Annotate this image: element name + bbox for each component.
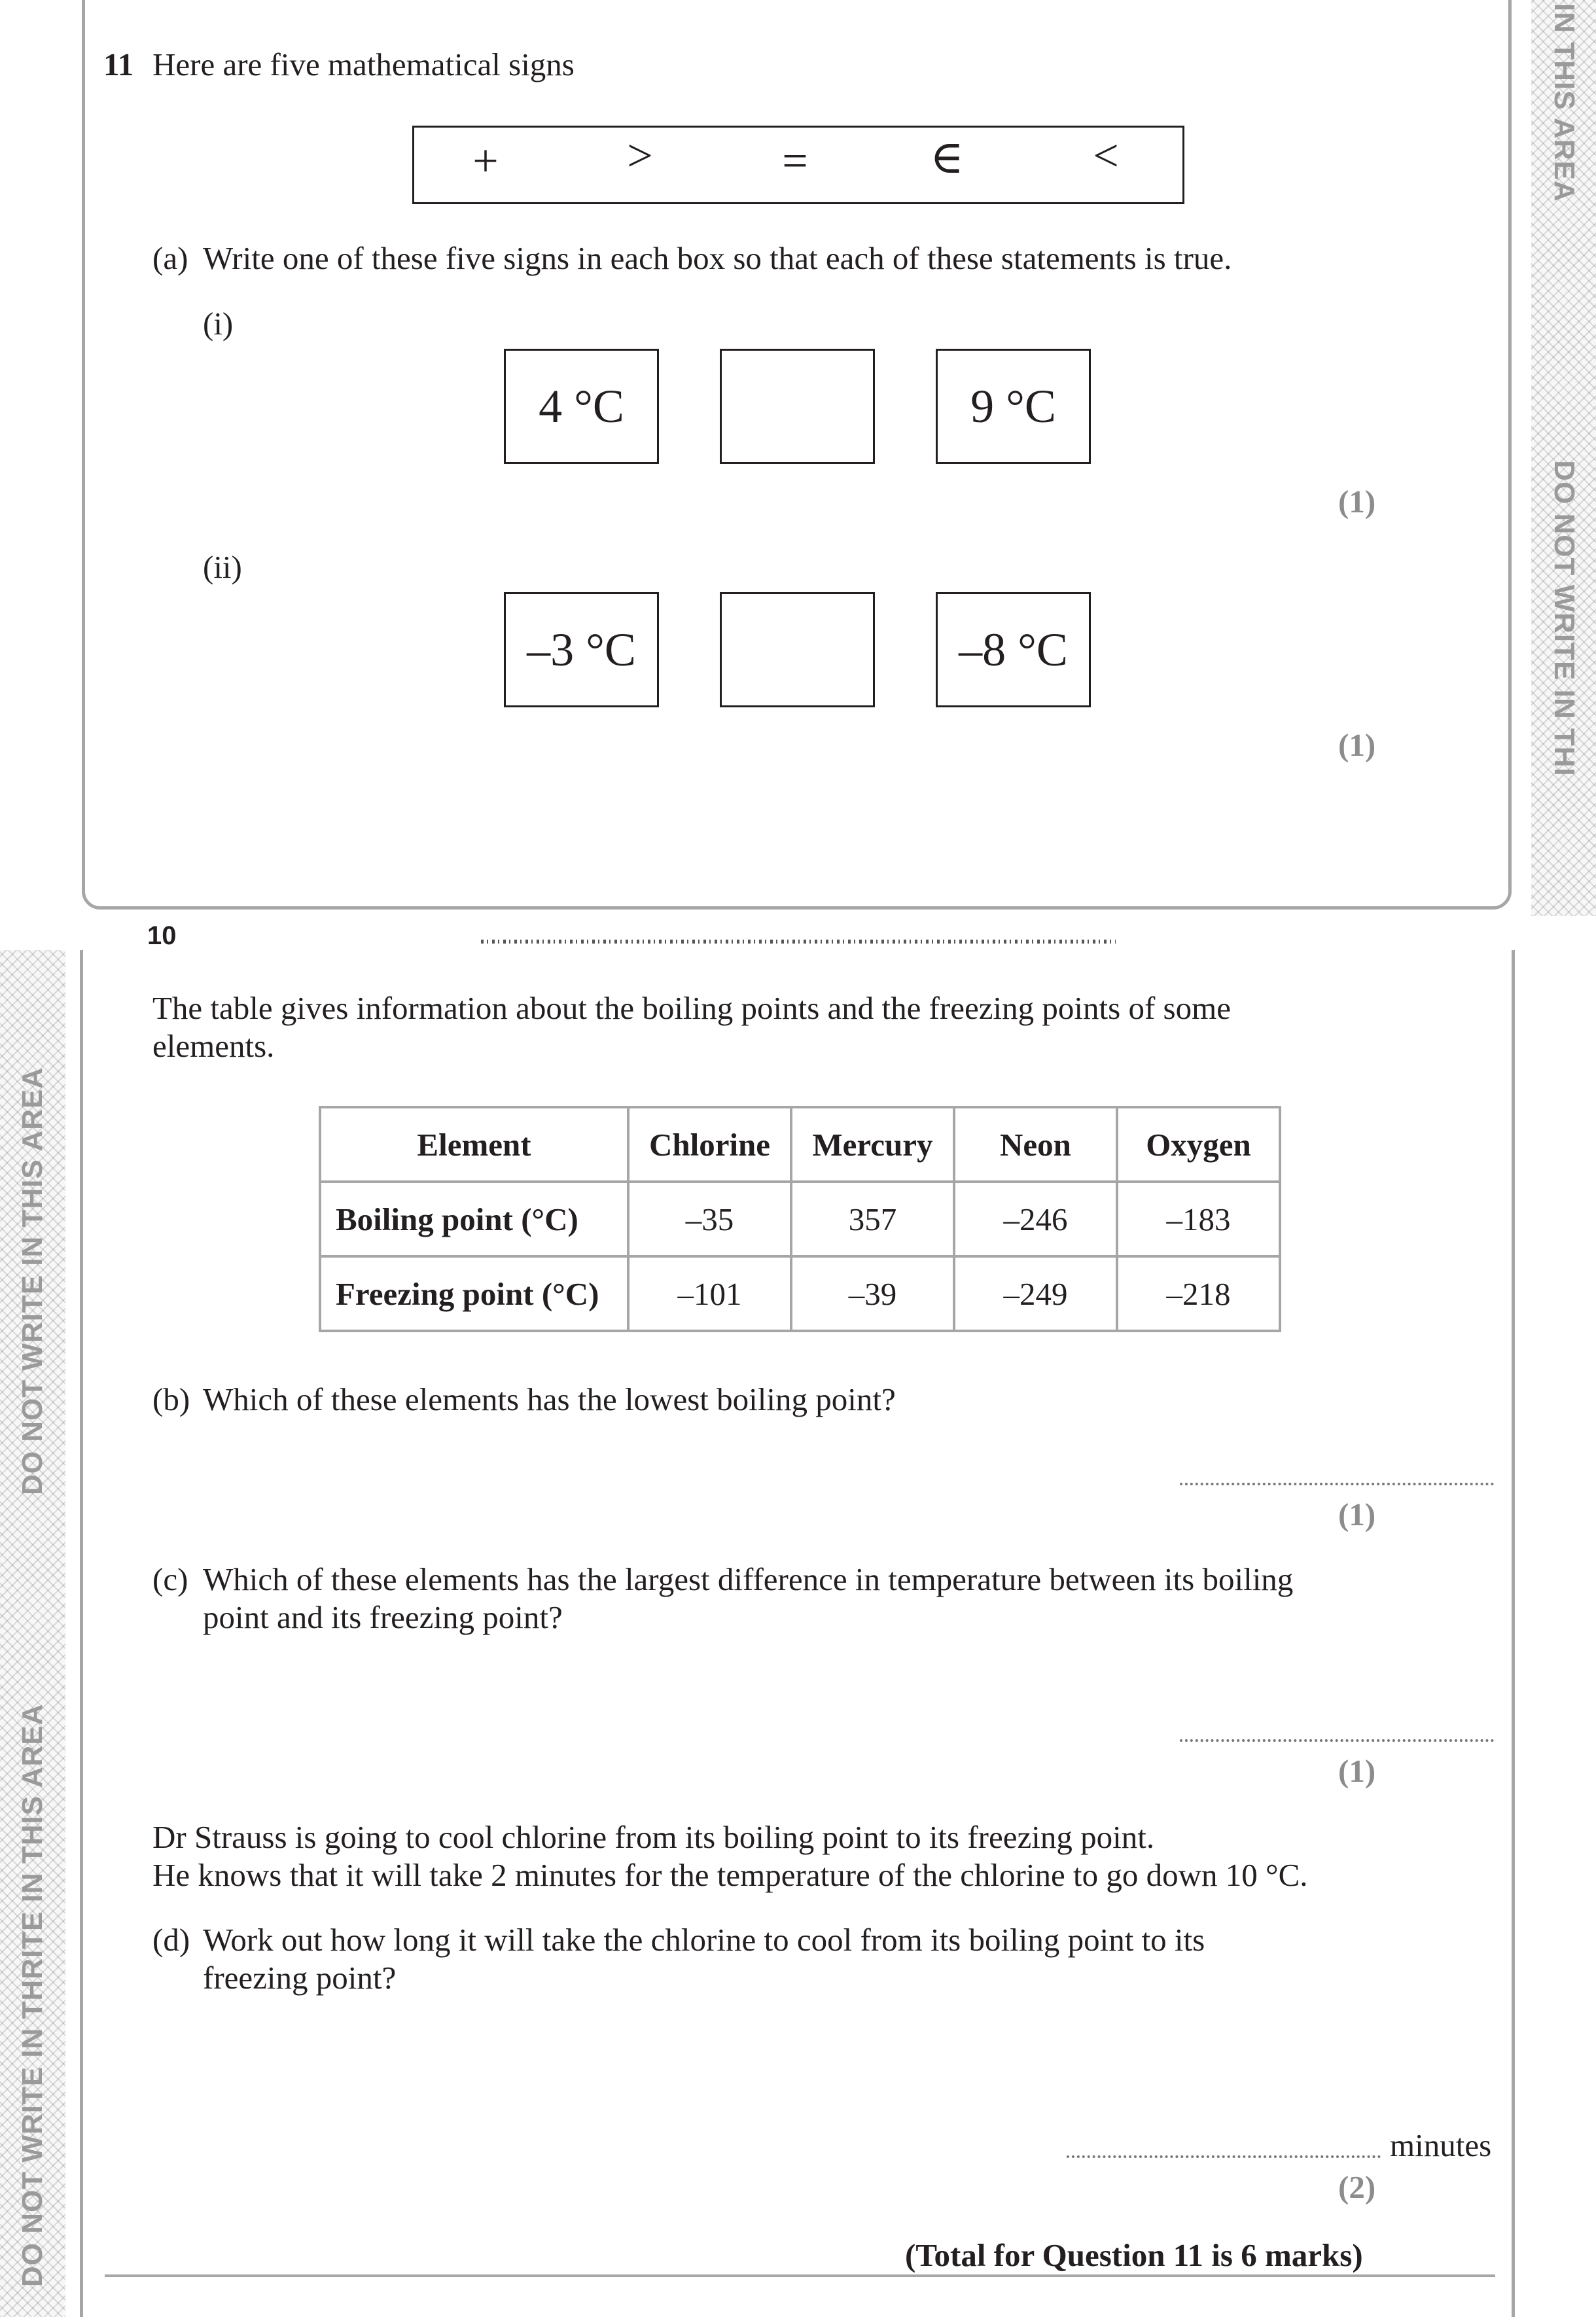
part-d-unit: minutes (1390, 2127, 1492, 2163)
table-row (320, 1256, 1280, 1331)
part-a-ii-left-box (504, 592, 659, 707)
right-margin-text-top: IN THIS AREA (1548, 3, 1580, 202)
table-cell: –35 (628, 1182, 791, 1256)
sign-less-than: < (1093, 131, 1119, 181)
table-cell: –183 (1117, 1182, 1280, 1256)
part-b-answer-line[interactable] (1180, 1483, 1494, 1485)
part-a-ii-right-box (936, 592, 1091, 707)
part-b-label: (b) (152, 1381, 190, 1417)
strauss-line-1: Dr Strauss is going to cool chlorine from its boiling point to its freezing point. (152, 1819, 1155, 1855)
part-a-i-right-box (936, 349, 1091, 464)
part-a-i-mark: (1) (1338, 484, 1376, 520)
table-header-mercury: Mercury (791, 1107, 954, 1182)
table-header-row (320, 1107, 1280, 1182)
part-c-answer-line[interactable] (1180, 1739, 1494, 1742)
row-label-boiling: Boiling point (°C) (320, 1182, 628, 1256)
question-intro: Here are five mathematical signs (152, 46, 575, 82)
part-a-i-label: (i) (203, 306, 234, 342)
table-intro-line-2: elements. (152, 1028, 275, 1064)
part-d-answer-line[interactable] (1067, 2155, 1381, 2158)
page-number: 10 (147, 921, 177, 950)
table-cell: –39 (791, 1256, 954, 1331)
part-a-label: (a) (152, 240, 188, 276)
sign-greater-than: > (627, 131, 653, 181)
table-cell: –246 (954, 1182, 1117, 1256)
part-a-i-left-value: 4 °C (539, 380, 624, 433)
strauss-line-2: He knows that it will take 2 minutes for the temperature of the chlorine to go down 10 °C. (152, 1857, 1308, 1893)
table-header-element: Element (320, 1107, 628, 1182)
part-a-i-left-box (504, 349, 659, 464)
question-total: (Total for Question 11 is 6 marks) (905, 2237, 1363, 2273)
part-b-mark: (1) (1338, 1496, 1376, 1532)
part-a-ii-mark: (1) (1338, 727, 1376, 763)
bottom-rule (105, 2274, 1495, 2277)
right-margin-text-mid: DO NOT WRITE IN THI (1548, 460, 1580, 777)
table-header-neon: Neon (954, 1107, 1117, 1182)
barcode (481, 940, 1116, 944)
left-margin-text-lower: DO NOT WRITE IN THRITE IN THIS AREA (16, 1703, 48, 2287)
part-b-text: Which of these elements has the lowest boiling point? (203, 1381, 896, 1417)
table-header-chlorine: Chlorine (628, 1107, 791, 1182)
part-a-ii-label: (ii) (203, 549, 242, 585)
part-a-i-answer-box[interactable] (720, 349, 875, 464)
part-d-text-2: freezing point? (203, 1960, 397, 1996)
part-d-label: (d) (152, 1922, 190, 1958)
sign-element-of: ∈ (930, 133, 964, 183)
part-a-text: Write one of these five signs in each box so that each of these statements is true. (203, 240, 1232, 276)
table-cell: 357 (791, 1182, 954, 1256)
part-a-ii-answer-box[interactable] (720, 592, 875, 707)
part-d-text-1: Work out how long it will take the chlorine to cool from its boiling point to its (203, 1922, 1205, 1958)
table-cell: –249 (954, 1256, 1117, 1331)
table-intro-line-1: The table gives information about the boiling points and the freezing points of some (152, 990, 1231, 1026)
part-a-ii-left-value: –3 °C (527, 623, 636, 676)
part-c-text-1: Which of these elements has the largest difference in temperature between its boiling (203, 1561, 1294, 1597)
part-a-ii-right-value: –8 °C (959, 623, 1068, 676)
row-label-freezing: Freezing point (°C) (320, 1256, 628, 1331)
table-cell: –218 (1117, 1256, 1280, 1331)
answer-frame-right (1512, 950, 1515, 2317)
question-number: 11 (103, 46, 134, 82)
table-header-oxygen: Oxygen (1117, 1107, 1280, 1182)
sign-equals: = (782, 136, 808, 186)
part-c-label: (c) (152, 1561, 188, 1597)
part-d-mark: (2) (1338, 2169, 1376, 2205)
table-cell: –101 (628, 1256, 791, 1331)
part-c-text-2: point and its freezing point? (203, 1599, 563, 1635)
part-c-mark: (1) (1338, 1753, 1376, 1789)
sign-plus: + (472, 136, 499, 186)
table-row (320, 1182, 1280, 1256)
part-a-i-right-value: 9 °C (970, 380, 1056, 433)
answer-frame-left (80, 950, 83, 2317)
elements-table (319, 1106, 1281, 1332)
left-margin-text-upper: DO NOT WRITE IN THIS AREA (16, 1067, 48, 1495)
